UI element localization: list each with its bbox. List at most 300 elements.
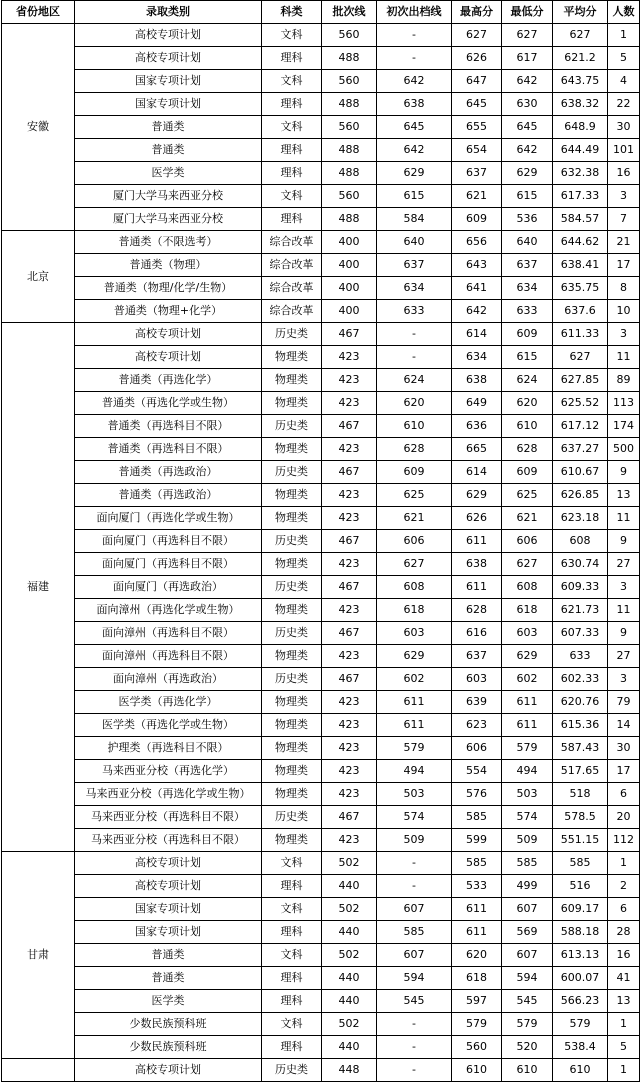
- min-score-cell: 602: [502, 668, 553, 691]
- max-score-cell: 616: [452, 622, 502, 645]
- min-score-cell: 609: [502, 461, 553, 484]
- batch-line-cell: 423: [322, 783, 377, 806]
- avg-score-cell: 588.18: [553, 921, 608, 944]
- count-cell: 9: [608, 622, 640, 645]
- batch-line-cell: 502: [322, 898, 377, 921]
- subject-cell: 理科: [262, 921, 322, 944]
- category-cell: 马来西亚分校（再选化学或生物）: [75, 783, 262, 806]
- subject-cell: 综合改革: [262, 300, 322, 323]
- first-cutoff-cell: 637: [377, 254, 452, 277]
- batch-line-cell: 423: [322, 737, 377, 760]
- avg-score-cell: 585: [553, 852, 608, 875]
- category-cell: 少数民族预科班: [75, 1036, 262, 1059]
- subject-cell: 物理类: [262, 714, 322, 737]
- subject-cell: 理科: [262, 47, 322, 70]
- avg-score-cell: 516: [553, 875, 608, 898]
- avg-score-cell: 617.12: [553, 415, 608, 438]
- table-row: [2, 139, 640, 162]
- subject-cell: 历史类: [262, 530, 322, 553]
- count-cell: 10: [608, 300, 640, 323]
- category-cell: 医学类: [75, 990, 262, 1013]
- subject-cell: 理科: [262, 990, 322, 1013]
- count-cell: 5: [608, 1036, 640, 1059]
- batch-line-cell: 423: [322, 599, 377, 622]
- category-cell: 面向厦门（再选化学或生物）: [75, 507, 262, 530]
- subject-cell: 历史类: [262, 1059, 322, 1082]
- count-cell: 22: [608, 93, 640, 116]
- subject-cell: 理科: [262, 1036, 322, 1059]
- count-cell: 101: [608, 139, 640, 162]
- max-score-cell: 637: [452, 645, 502, 668]
- subject-cell: 物理类: [262, 737, 322, 760]
- category-cell: 普通类（再选化学）: [75, 369, 262, 392]
- table-row: [2, 806, 640, 829]
- batch-line-cell: 467: [322, 806, 377, 829]
- count-cell: 6: [608, 783, 640, 806]
- batch-line-cell: 423: [322, 645, 377, 668]
- max-score-cell: 637: [452, 162, 502, 185]
- batch-line-cell: 440: [322, 921, 377, 944]
- max-score-cell: 533: [452, 875, 502, 898]
- batch-line-cell: 440: [322, 1036, 377, 1059]
- first-cutoff-cell: 640: [377, 231, 452, 254]
- max-score-cell: 643: [452, 254, 502, 277]
- min-score-cell: 627: [502, 553, 553, 576]
- avg-score-cell: 609.17: [553, 898, 608, 921]
- count-cell: 11: [608, 599, 640, 622]
- min-score-cell: 503: [502, 783, 553, 806]
- max-score-cell: 636: [452, 415, 502, 438]
- avg-score-cell: 579: [553, 1013, 608, 1036]
- max-score-cell: 638: [452, 369, 502, 392]
- header-province: 省份地区: [2, 1, 75, 24]
- subject-cell: 文科: [262, 944, 322, 967]
- category-cell: 面向漳州（再选科目不限）: [75, 645, 262, 668]
- table-row: [2, 783, 640, 806]
- admission-scores-table: [1, 0, 640, 1082]
- subject-cell: 文科: [262, 1013, 322, 1036]
- table-row: [2, 507, 640, 530]
- category-cell: 普通类（物理/化学/生物）: [75, 277, 262, 300]
- max-score-cell: 579: [452, 1013, 502, 1036]
- subject-cell: 物理类: [262, 438, 322, 461]
- avg-score-cell: 518: [553, 783, 608, 806]
- category-cell: 高校专项计划: [75, 47, 262, 70]
- table-row: [2, 530, 640, 553]
- category-cell: 厦门大学马来西亚分校: [75, 185, 262, 208]
- batch-line-cell: 467: [322, 668, 377, 691]
- avg-score-cell: 610.67: [553, 461, 608, 484]
- min-score-cell: 618: [502, 599, 553, 622]
- avg-score-cell: 517.65: [553, 760, 608, 783]
- min-score-cell: 615: [502, 185, 553, 208]
- count-cell: 2: [608, 875, 640, 898]
- max-score-cell: 614: [452, 461, 502, 484]
- header-avg-score: 平均分: [553, 1, 608, 24]
- table-row: [2, 346, 640, 369]
- max-score-cell: 627: [452, 24, 502, 47]
- batch-line-cell: 502: [322, 1013, 377, 1036]
- subject-cell: 历史类: [262, 668, 322, 691]
- max-score-cell: 626: [452, 47, 502, 70]
- count-cell: 5: [608, 47, 640, 70]
- min-score-cell: 640: [502, 231, 553, 254]
- min-score-cell: 545: [502, 990, 553, 1013]
- first-cutoff-cell: 620: [377, 392, 452, 415]
- batch-line-cell: 467: [322, 323, 377, 346]
- avg-score-cell: 615.36: [553, 714, 608, 737]
- count-cell: 1: [608, 1059, 640, 1082]
- header-min-score: 最低分: [502, 1, 553, 24]
- min-score-cell: 585: [502, 852, 553, 875]
- batch-line-cell: 423: [322, 507, 377, 530]
- avg-score-cell: 625.52: [553, 392, 608, 415]
- min-score-cell: 608: [502, 576, 553, 599]
- batch-line-cell: 502: [322, 852, 377, 875]
- category-cell: 面向厦门（再选科目不限）: [75, 553, 262, 576]
- category-cell: 马来西亚分校（再选科目不限）: [75, 829, 262, 852]
- first-cutoff-cell: 625: [377, 484, 452, 507]
- batch-line-cell: 448: [322, 1059, 377, 1082]
- subject-cell: 物理类: [262, 599, 322, 622]
- first-cutoff-cell: 634: [377, 277, 452, 300]
- table-row: [2, 1013, 640, 1036]
- max-score-cell: 665: [452, 438, 502, 461]
- count-cell: 30: [608, 737, 640, 760]
- table-row: [2, 1036, 640, 1059]
- category-cell: 普通类（再选科目不限）: [75, 415, 262, 438]
- avg-score-cell: 617.33: [553, 185, 608, 208]
- province-cell: 安徽: [2, 24, 75, 231]
- subject-cell: 文科: [262, 898, 322, 921]
- batch-line-cell: 560: [322, 24, 377, 47]
- subject-cell: 文科: [262, 852, 322, 875]
- min-score-cell: 610: [502, 415, 553, 438]
- avg-score-cell: 638.32: [553, 93, 608, 116]
- min-score-cell: 579: [502, 1013, 553, 1036]
- category-cell: 面向厦门（再选政治）: [75, 576, 262, 599]
- table-row: [2, 622, 640, 645]
- first-cutoff-cell: 545: [377, 990, 452, 1013]
- header-row: [2, 1, 640, 24]
- table-row: [2, 714, 640, 737]
- min-score-cell: 603: [502, 622, 553, 645]
- batch-line-cell: 440: [322, 875, 377, 898]
- batch-line-cell: 400: [322, 231, 377, 254]
- category-cell: 高校专项计划: [75, 346, 262, 369]
- header-batch-line: 批次线: [322, 1, 377, 24]
- province-cell: 北京: [2, 231, 75, 323]
- avg-score-cell: 626.85: [553, 484, 608, 507]
- count-cell: 16: [608, 944, 640, 967]
- avg-score-cell: 630.74: [553, 553, 608, 576]
- table-row: [2, 415, 640, 438]
- min-score-cell: 627: [502, 24, 553, 47]
- category-cell: 护理类（再选科目不限）: [75, 737, 262, 760]
- first-cutoff-cell: 603: [377, 622, 452, 645]
- subject-cell: 理科: [262, 967, 322, 990]
- avg-score-cell: 608: [553, 530, 608, 553]
- subject-cell: 物理类: [262, 346, 322, 369]
- count-cell: 41: [608, 967, 640, 990]
- avg-score-cell: 566.23: [553, 990, 608, 1013]
- batch-line-cell: 488: [322, 162, 377, 185]
- count-cell: 113: [608, 392, 640, 415]
- subject-cell: 理科: [262, 139, 322, 162]
- min-score-cell: 611: [502, 714, 553, 737]
- first-cutoff-cell: 642: [377, 139, 452, 162]
- table-row: [2, 691, 640, 714]
- category-cell: 普通类（不限选考）: [75, 231, 262, 254]
- subject-cell: 历史类: [262, 806, 322, 829]
- avg-score-cell: 538.4: [553, 1036, 608, 1059]
- first-cutoff-cell: 606: [377, 530, 452, 553]
- batch-line-cell: 423: [322, 691, 377, 714]
- table-row: [2, 576, 640, 599]
- subject-cell: 物理类: [262, 369, 322, 392]
- batch-line-cell: 560: [322, 70, 377, 93]
- first-cutoff-cell: 645: [377, 116, 452, 139]
- avg-score-cell: 644.49: [553, 139, 608, 162]
- min-score-cell: 642: [502, 139, 553, 162]
- min-score-cell: 569: [502, 921, 553, 944]
- avg-score-cell: 607.33: [553, 622, 608, 645]
- first-cutoff-cell: -: [377, 24, 452, 47]
- first-cutoff-cell: 627: [377, 553, 452, 576]
- subject-cell: 历史类: [262, 461, 322, 484]
- max-score-cell: 626: [452, 507, 502, 530]
- first-cutoff-cell: 611: [377, 691, 452, 714]
- avg-score-cell: 638.41: [553, 254, 608, 277]
- batch-line-cell: 467: [322, 461, 377, 484]
- count-cell: 30: [608, 116, 640, 139]
- first-cutoff-cell: -: [377, 1036, 452, 1059]
- count-cell: 27: [608, 553, 640, 576]
- category-cell: 少数民族预科班: [75, 1013, 262, 1036]
- count-cell: 3: [608, 185, 640, 208]
- avg-score-cell: 632.38: [553, 162, 608, 185]
- subject-cell: 综合改革: [262, 277, 322, 300]
- min-score-cell: 607: [502, 944, 553, 967]
- table-row: [2, 185, 640, 208]
- first-cutoff-cell: 594: [377, 967, 452, 990]
- max-score-cell: 611: [452, 576, 502, 599]
- min-score-cell: 634: [502, 277, 553, 300]
- first-cutoff-cell: 602: [377, 668, 452, 691]
- first-cutoff-cell: 509: [377, 829, 452, 852]
- category-cell: 普通类（再选政治）: [75, 461, 262, 484]
- batch-line-cell: 488: [322, 47, 377, 70]
- max-score-cell: 629: [452, 484, 502, 507]
- first-cutoff-cell: 629: [377, 645, 452, 668]
- batch-line-cell: 440: [322, 990, 377, 1013]
- avg-score-cell: 637.6: [553, 300, 608, 323]
- header-category: 录取类别: [75, 1, 262, 24]
- subject-cell: 历史类: [262, 323, 322, 346]
- table-row: [2, 24, 640, 47]
- max-score-cell: 645: [452, 93, 502, 116]
- table-row: [2, 323, 640, 346]
- first-cutoff-cell: 579: [377, 737, 452, 760]
- count-cell: 13: [608, 990, 640, 1013]
- min-score-cell: 629: [502, 645, 553, 668]
- max-score-cell: 603: [452, 668, 502, 691]
- header-subject: 科类: [262, 1, 322, 24]
- avg-score-cell: 623.18: [553, 507, 608, 530]
- category-cell: 国家专项计划: [75, 93, 262, 116]
- count-cell: 112: [608, 829, 640, 852]
- min-score-cell: 611: [502, 691, 553, 714]
- batch-line-cell: 467: [322, 622, 377, 645]
- header-max-score: 最高分: [452, 1, 502, 24]
- category-cell: 面向厦门（再选科目不限）: [75, 530, 262, 553]
- min-score-cell: 606: [502, 530, 553, 553]
- table-row: [2, 162, 640, 185]
- count-cell: 3: [608, 323, 640, 346]
- subject-cell: 物理类: [262, 783, 322, 806]
- first-cutoff-cell: 618: [377, 599, 452, 622]
- first-cutoff-cell: 574: [377, 806, 452, 829]
- count-cell: 9: [608, 461, 640, 484]
- count-cell: 13: [608, 484, 640, 507]
- subject-cell: 文科: [262, 185, 322, 208]
- category-cell: 普通类（再选科目不限）: [75, 438, 262, 461]
- min-score-cell: 642: [502, 70, 553, 93]
- subject-cell: 文科: [262, 116, 322, 139]
- count-cell: 14: [608, 714, 640, 737]
- count-cell: 174: [608, 415, 640, 438]
- max-score-cell: 655: [452, 116, 502, 139]
- max-score-cell: 623: [452, 714, 502, 737]
- count-cell: 6: [608, 898, 640, 921]
- province-cell: 福建: [2, 323, 75, 852]
- count-cell: 500: [608, 438, 640, 461]
- first-cutoff-cell: 585: [377, 921, 452, 944]
- min-score-cell: 499: [502, 875, 553, 898]
- category-cell: 普通类: [75, 944, 262, 967]
- first-cutoff-cell: -: [377, 852, 452, 875]
- table-row: [2, 300, 640, 323]
- min-score-cell: 630: [502, 93, 553, 116]
- max-score-cell: 611: [452, 921, 502, 944]
- count-cell: 7: [608, 208, 640, 231]
- max-score-cell: 642: [452, 300, 502, 323]
- table-row: [2, 208, 640, 231]
- count-cell: 79: [608, 691, 640, 714]
- category-cell: 高校专项计划: [75, 852, 262, 875]
- max-score-cell: 647: [452, 70, 502, 93]
- count-cell: 21: [608, 231, 640, 254]
- first-cutoff-cell: -: [377, 1013, 452, 1036]
- table-row: [2, 645, 640, 668]
- batch-line-cell: 423: [322, 829, 377, 852]
- table-row: [2, 944, 640, 967]
- avg-score-cell: 609.33: [553, 576, 608, 599]
- first-cutoff-cell: -: [377, 1059, 452, 1082]
- min-score-cell: 617: [502, 47, 553, 70]
- first-cutoff-cell: 584: [377, 208, 452, 231]
- max-score-cell: 576: [452, 783, 502, 806]
- min-score-cell: 621: [502, 507, 553, 530]
- avg-score-cell: 627: [553, 24, 608, 47]
- first-cutoff-cell: -: [377, 346, 452, 369]
- subject-cell: 历史类: [262, 415, 322, 438]
- table-row: [2, 967, 640, 990]
- batch-line-cell: 467: [322, 576, 377, 599]
- batch-line-cell: 423: [322, 438, 377, 461]
- min-score-cell: 637: [502, 254, 553, 277]
- first-cutoff-cell: 494: [377, 760, 452, 783]
- count-cell: 11: [608, 507, 640, 530]
- table-row: [2, 93, 640, 116]
- batch-line-cell: 423: [322, 392, 377, 415]
- avg-score-cell: 600.07: [553, 967, 608, 990]
- max-score-cell: 597: [452, 990, 502, 1013]
- avg-score-cell: 587.43: [553, 737, 608, 760]
- category-cell: 普通类: [75, 139, 262, 162]
- header-first-cutoff: 初次出档线: [377, 1, 452, 24]
- category-cell: 医学类（再选化学）: [75, 691, 262, 714]
- batch-line-cell: 423: [322, 346, 377, 369]
- table-row: [2, 47, 640, 70]
- avg-score-cell: 643.75: [553, 70, 608, 93]
- max-score-cell: 654: [452, 139, 502, 162]
- max-score-cell: 618: [452, 967, 502, 990]
- batch-line-cell: 440: [322, 967, 377, 990]
- batch-line-cell: 423: [322, 369, 377, 392]
- table-row: [2, 369, 640, 392]
- table-row: [2, 484, 640, 507]
- avg-score-cell: 637.27: [553, 438, 608, 461]
- max-score-cell: 639: [452, 691, 502, 714]
- province-cell: [2, 1059, 75, 1082]
- count-cell: 9: [608, 530, 640, 553]
- max-score-cell: 585: [452, 852, 502, 875]
- max-score-cell: 560: [452, 1036, 502, 1059]
- table-row: [2, 852, 640, 875]
- table-row: [2, 461, 640, 484]
- min-score-cell: 520: [502, 1036, 553, 1059]
- category-cell: 国家专项计划: [75, 898, 262, 921]
- avg-score-cell: 627: [553, 346, 608, 369]
- min-score-cell: 620: [502, 392, 553, 415]
- first-cutoff-cell: 633: [377, 300, 452, 323]
- first-cutoff-cell: 615: [377, 185, 452, 208]
- first-cutoff-cell: -: [377, 47, 452, 70]
- category-cell: 高校专项计划: [75, 323, 262, 346]
- avg-score-cell: 602.33: [553, 668, 608, 691]
- max-score-cell: 649: [452, 392, 502, 415]
- max-score-cell: 621: [452, 185, 502, 208]
- first-cutoff-cell: 642: [377, 70, 452, 93]
- first-cutoff-cell: 621: [377, 507, 452, 530]
- subject-cell: 综合改革: [262, 231, 322, 254]
- min-score-cell: 494: [502, 760, 553, 783]
- batch-line-cell: 423: [322, 760, 377, 783]
- max-score-cell: 628: [452, 599, 502, 622]
- count-cell: 89: [608, 369, 640, 392]
- table-row: [2, 875, 640, 898]
- subject-cell: 物理类: [262, 484, 322, 507]
- category-cell: 面向漳州（再选政治）: [75, 668, 262, 691]
- min-score-cell: 628: [502, 438, 553, 461]
- category-cell: 国家专项计划: [75, 921, 262, 944]
- first-cutoff-cell: 607: [377, 944, 452, 967]
- min-score-cell: 624: [502, 369, 553, 392]
- avg-score-cell: 611.33: [553, 323, 608, 346]
- count-cell: 8: [608, 277, 640, 300]
- table-row: [2, 231, 640, 254]
